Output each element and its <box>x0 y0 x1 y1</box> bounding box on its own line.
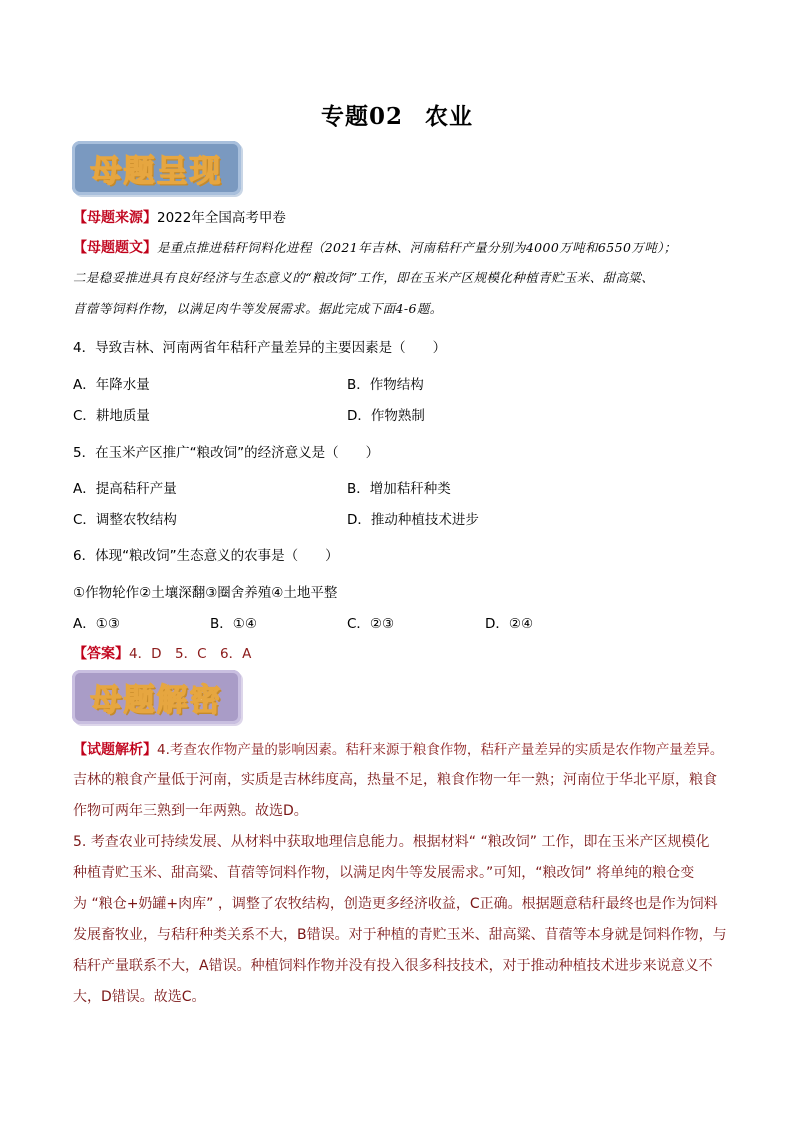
analysis-line-5: 种植青贮玉米、甜高粱、苜蓿等饲料作物，以满足肉牛等发展需求。”可知，“粮改饲” 将单纯的粮仓变 <box>73 865 695 881</box>
title-topic: 农业 <box>425 103 473 130</box>
analysis-label: 【试题解析】 <box>73 742 157 758</box>
question-5-stem: 5．在玉米产区推广“粮改饲”的经济意义是（ ） <box>73 445 380 461</box>
banner-question-decoding <box>72 670 241 724</box>
analysis-line-1 <box>73 738 723 759</box>
answer-line <box>73 642 251 663</box>
analysis-line-9: 大，D错误。故选C。 <box>73 989 206 1005</box>
question-6-items: ①作物轮作②土壤深翻③圈舍养殖④土地平整 <box>73 585 338 601</box>
analysis-line-8: 秸秆产量联系不大，A错误。种植饲料作物并没有投入很多科技技术，对于推动种植技术进步来说意义不 <box>73 958 713 974</box>
title-number: 02 <box>368 103 403 130</box>
question-4-option-a: A．年降水量 <box>73 377 150 393</box>
analysis-line-4: 5. 考查农业可持续发展、从材料中获取地理信息能力。根据材料“ “粮改饲” 工作，即在玉米产区规模化 <box>73 834 710 850</box>
analysis-text: 4.考查农作物产量的影响因素。秸秆来源于粮食作物，秸秆产量差异的实质是农作物产量差异。 <box>157 742 724 758</box>
question-4-option-b: B．作物结构 <box>347 377 424 393</box>
passage-line-1 <box>73 237 677 257</box>
analysis-line-3: 作物可两年三熟到一年两熟。故选D。 <box>73 803 308 819</box>
question-6-option-b: B．①④ <box>210 616 257 632</box>
passage-line-2: 二是稳妥推进具有良好经济与生态意义的“粮改饲”工作，即在玉米产区规模化种植青贮玉米、甜高粱、 <box>73 270 655 285</box>
title-prefix: 专题 <box>320 103 369 130</box>
question-6-option-d: D．②④ <box>485 616 534 632</box>
question-4-stem: 4．导致吉林、河南两省年秸秆产量差异的主要因素是（ ） <box>73 340 447 356</box>
analysis-line-2: 吉林的粮食产量低于河南，实质是吉林纬度高，热量不足，粮食作物一年一熟；河南位于华北平原，粮食 <box>73 772 717 788</box>
banner-question-presentation <box>72 141 241 195</box>
passage-label: 【母题题文】 <box>73 240 157 256</box>
passage-text: 是重点推进秸秆饲料化进程（2021年吉林、河南秸秆产量分别为4000万吨和6550万吨）； <box>157 240 677 255</box>
analysis-line-6: 为 “粮仓+奶罐+肉库” ，调整了农牧结构，创造更多经济收益，C正确。根据题意秸秆最终也是作为饲料 <box>73 896 718 912</box>
passage-line-3: 苜蓿等饲料作物，以满足肉牛等发展需求。据此完成下面4-6题。 <box>73 301 443 316</box>
source-line <box>73 206 286 227</box>
question-4-option-d: D．作物熟制 <box>347 408 425 424</box>
question-5-option-d: D．推动种植技术进步 <box>347 512 479 528</box>
question-6-option-a: A．①③ <box>73 616 120 632</box>
question-5-option-c: C．调整农牧结构 <box>73 512 177 528</box>
answer-value: 4．D 5．C 6．A <box>129 646 252 662</box>
banner-label: 母题呈现 <box>90 153 223 190</box>
source-label: 【母题来源】 <box>73 210 157 226</box>
question-6-option-c: C．②③ <box>347 616 395 632</box>
question-5-option-b: B．增加秸秆种类 <box>347 481 451 497</box>
page-title <box>0 98 794 131</box>
question-5-option-a: A．提高秸秆产量 <box>73 481 177 497</box>
question-6-stem: 6．体现“粮改饲”生态意义的农事是（ ） <box>73 548 339 564</box>
answer-label: 【答案】 <box>73 646 129 662</box>
question-4-option-c: C．耕地质量 <box>73 408 150 424</box>
analysis-line-7: 发展畜牧业，与秸秆种类关系不大，B错误。对于种植的青贮玉米、甜高粱、苜蓿等本身就是饲料作物，与 <box>73 927 727 943</box>
source-value: 2022年全国高考甲卷 <box>157 210 286 226</box>
banner-label: 母题解密 <box>90 682 223 719</box>
